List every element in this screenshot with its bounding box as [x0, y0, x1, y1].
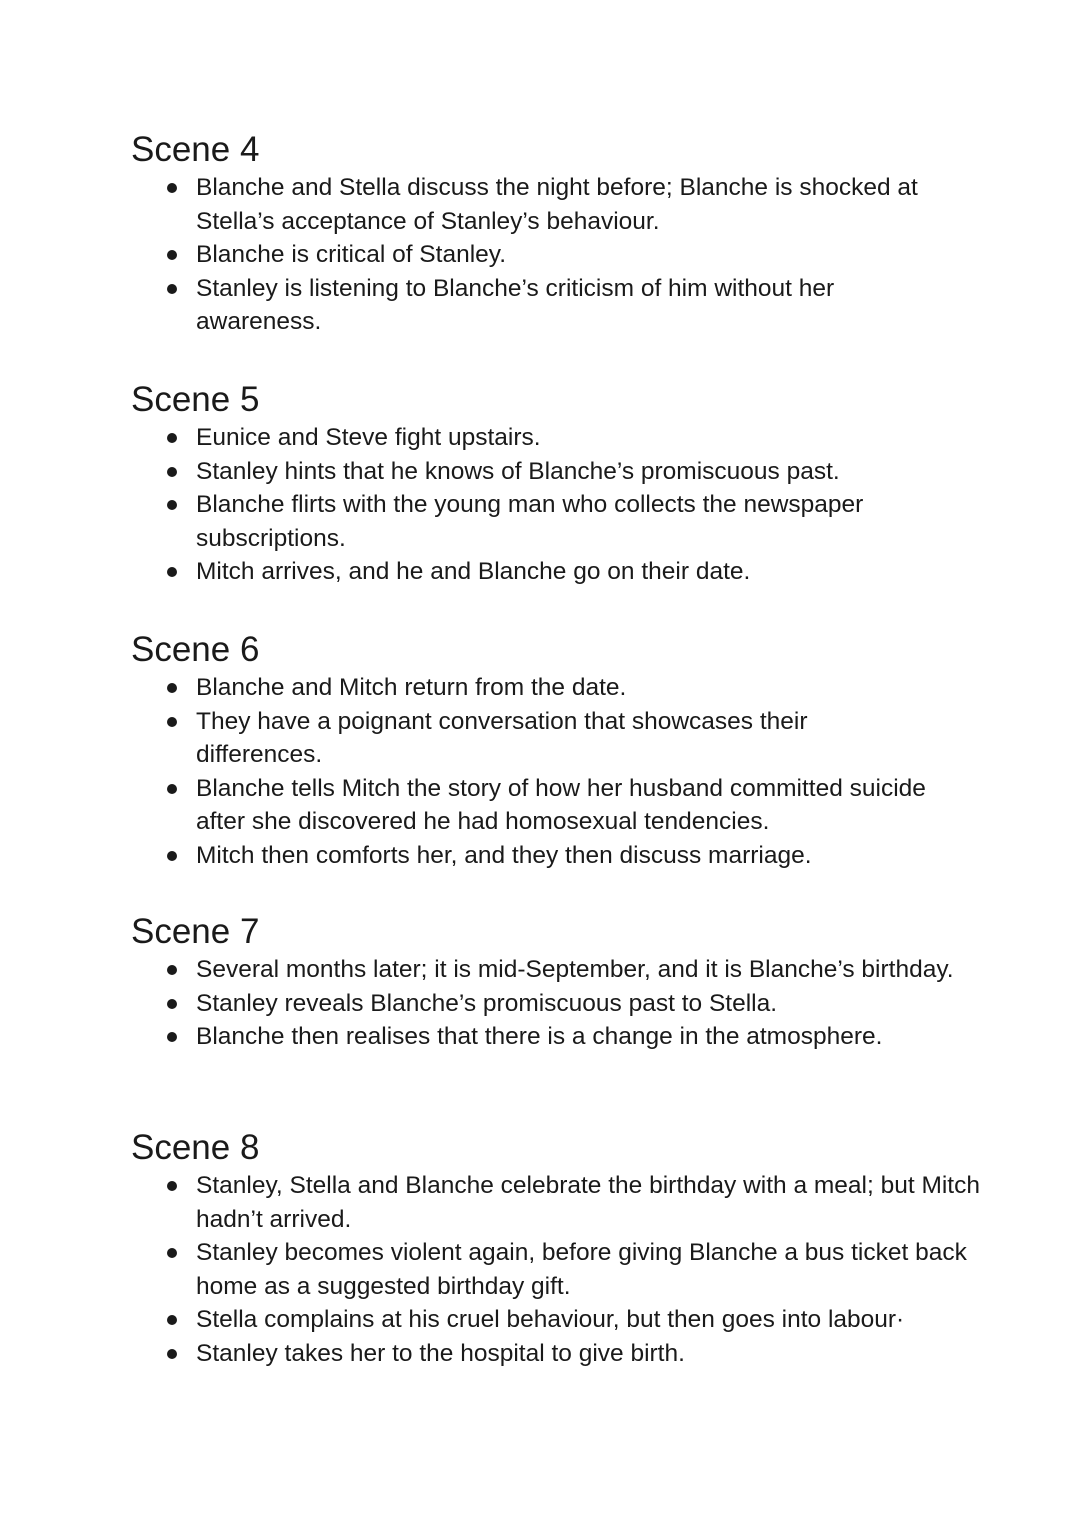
- list-item: Stanley hints that he knows of Blanche’s promiscuous past.: [131, 455, 971, 489]
- list-item: Blanche is critical of Stanley.: [131, 238, 971, 272]
- list-item: Stanley takes her to the hospital to give birth.: [131, 1337, 971, 1371]
- list-item: Blanche and Stella discuss the night before; Blanche is shocked at Stella’s acceptance of Stanley’s behaviour.: [131, 171, 971, 238]
- scene-heading: Scene 5: [131, 380, 260, 419]
- list-item: Stella complains at his cruel behaviour, but then goes into labour·: [131, 1303, 971, 1337]
- list-item: Stanley reveals Blanche’s promiscuous past to Stella.: [131, 987, 971, 1021]
- list-item: Blanche and Mitch return from the date.: [131, 671, 971, 705]
- scene-7-section: [131, 912, 971, 1054]
- bullet-list: [131, 1169, 980, 1371]
- scene-5-section: [131, 380, 971, 589]
- bullet-list: [131, 671, 971, 873]
- list-item: Stanley becomes violent again, before giving Blanche a bus ticket back home as a suggested birthday gift.: [131, 1236, 986, 1303]
- list-item: Blanche then realises that there is a change in the atmosphere.: [131, 1020, 971, 1054]
- scene-4-section: [131, 130, 971, 339]
- scene-6-section: [131, 630, 971, 873]
- scene-heading: Scene 8: [131, 1128, 260, 1167]
- list-item: Blanche flirts with the young man who collects the newspaper subscriptions.: [131, 488, 961, 555]
- list-item: Several months later; it is mid-September, and it is Blanche’s birthday.: [131, 953, 956, 987]
- list-item: Mitch arrives, and he and Blanche go on their date.: [131, 555, 971, 589]
- list-item: Stanley, Stella and Blanche celebrate the birthday with a meal; but Mitch hadn’t arrived.: [131, 1169, 986, 1236]
- list-item: Mitch then comforts her, and they then discuss marriage.: [131, 839, 971, 873]
- scene-heading: Scene 6: [131, 630, 260, 669]
- list-item: Blanche tells Mitch the story of how her husband committed suicide after she discovered he had homosexual tendencies.: [131, 772, 956, 839]
- scene-heading: Scene 7: [131, 912, 260, 951]
- scene-8-section: [131, 1128, 980, 1371]
- bullet-list: [131, 171, 971, 339]
- list-item: They have a poignant conversation that showcases their differences.: [131, 705, 906, 772]
- list-item: Eunice and Steve fight upstairs.: [131, 421, 971, 455]
- bullet-list: [131, 421, 971, 589]
- scene-heading: Scene 4: [131, 130, 260, 169]
- bullet-list: [131, 953, 971, 1054]
- list-item: Stanley is listening to Blanche’s criticism of him without her awareness.: [131, 272, 926, 339]
